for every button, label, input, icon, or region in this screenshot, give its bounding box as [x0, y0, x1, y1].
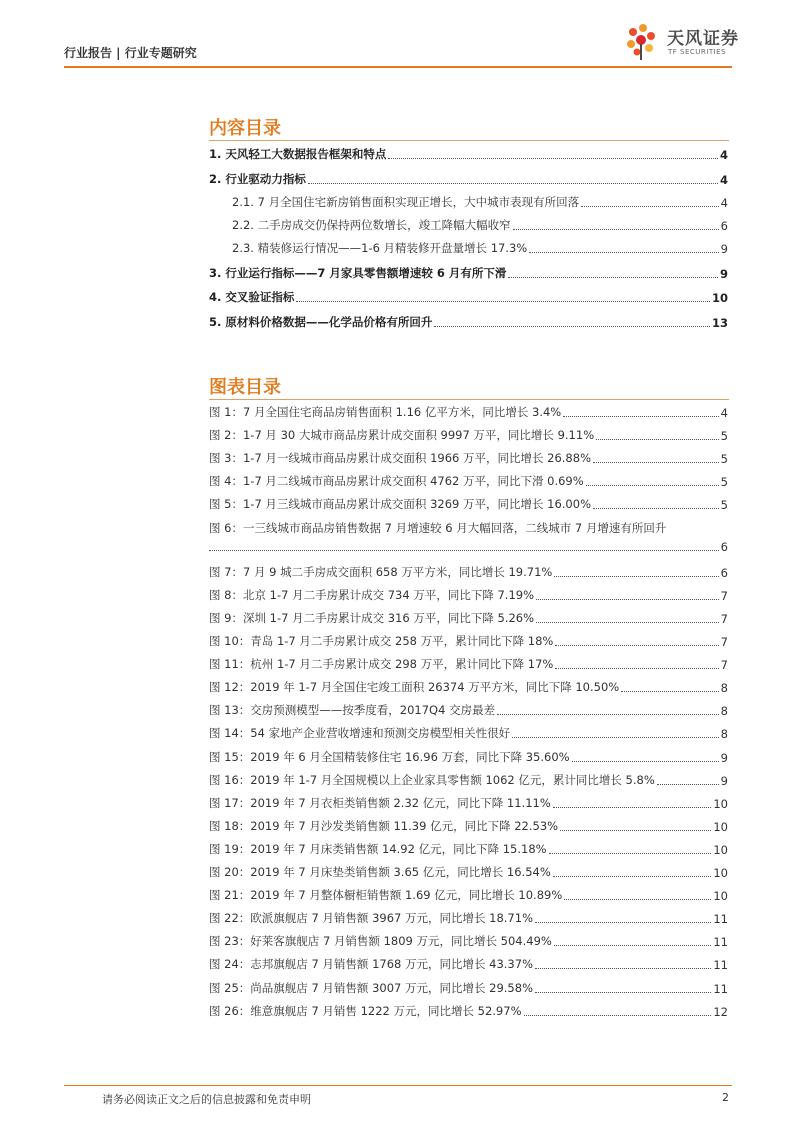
- figure-item[interactable]: [209, 887, 728, 903]
- dot-leader: [657, 784, 719, 785]
- figure-item[interactable]: [209, 656, 728, 672]
- figure-item-page: 7: [720, 635, 728, 649]
- dot-leader: [529, 252, 718, 253]
- figure-item-page: 6: [720, 565, 728, 580]
- figure-item-page: 8: [720, 727, 728, 742]
- figure-item[interactable]: [209, 749, 728, 765]
- dot-leader: [536, 599, 719, 600]
- figure-item-label: 图 1：7 月全国住宅商品房销售面积 1.16 亿平方米，同比增长 3.4%: [209, 405, 562, 419]
- figure-item-page: 10: [713, 819, 728, 834]
- dot-leader: [553, 876, 712, 877]
- toc-item-page: 4: [720, 196, 728, 210]
- figure-item-page: 11: [713, 912, 728, 927]
- figure-item-label: 图 15：2019 年 6 月全国精装修住宅 16.96 万套，同比下降 35.60%: [209, 749, 570, 764]
- toc-item-label: 4. 交叉验证指标: [209, 290, 295, 304]
- figure-item-label: 图 26：维意旗舰店 7 月销售 1222 万元，同比增长 52.97%: [209, 1003, 522, 1018]
- toc-item-label: 3. 行业运行指标——7 月家具零售额增速较 6 月有所下滑: [209, 266, 507, 280]
- dot-leader: [434, 326, 710, 327]
- figure-item-label: 图 5：1-7 月三线城市商品房累计成交面积 3269 万平，同比增长 16.00%: [209, 497, 591, 512]
- figure-item-page: 8: [720, 681, 728, 696]
- figure-item[interactable]: [209, 725, 728, 741]
- figure-item-label: 图 9：深圳 1-7 月二手房累计成交 316 万平，同比下降 5.26%: [209, 610, 535, 625]
- dot-leader: [572, 761, 719, 762]
- header-divider: [64, 66, 732, 68]
- toc-item[interactable]: [232, 194, 728, 210]
- figure-item[interactable]: [209, 679, 728, 695]
- figure-item-label: 图 4：1-7 月二线城市商品房累计成交面积 4762 万平，同比下滑 0.69%: [209, 474, 584, 489]
- figure-item-label: 图 16：2019 年 1-7 月全国规模以上企业家具零售额 1062 亿元，累计同比增长 5.8%: [209, 772, 655, 787]
- dot-leader: [535, 922, 711, 923]
- figure-item-page: 4: [720, 406, 728, 420]
- dot-leader: [555, 645, 718, 646]
- figure-item-page: 10: [713, 842, 728, 857]
- toc-item[interactable]: [209, 265, 728, 281]
- toc-item-label: 2. 行业驱动力指标: [209, 172, 306, 186]
- figure-item[interactable]: [209, 702, 728, 718]
- figure-item-label: 图 12：2019 年 1-7 月全国住宅竣工面积 26374 万平方米，同比下降 10.50%: [209, 680, 620, 695]
- dot-leader: [497, 714, 719, 715]
- figure-item-page: 12: [713, 1004, 728, 1019]
- figure-item-page: 7: [720, 658, 728, 673]
- figure-item-label: 图 8：北京 1-7 月二手房累计成交 734 万平，同比下降 7.19%: [209, 587, 535, 602]
- figure-item-label: 图 13：交房预测模型——按季度看，2017Q4 交房最差: [209, 703, 496, 718]
- dot-leader: [555, 668, 718, 669]
- toc-item-page: 13: [711, 316, 728, 330]
- dot-leader: [524, 1015, 712, 1016]
- figure-item-page: 10: [713, 889, 728, 904]
- dot-leader: [296, 301, 710, 302]
- report-category: 行业报告 | 行业专题研究: [64, 46, 197, 60]
- dot-leader: [563, 416, 718, 417]
- flower-logo-icon: [621, 22, 665, 62]
- toc-item[interactable]: [209, 146, 728, 162]
- toc-item-label: 5. 原材料价格数据——化学品价格有所回升: [209, 315, 433, 329]
- dot-leader: [536, 622, 719, 623]
- figure-item-label: 图 11：杭州 1-7 月二手房累计成交 298 万平，累计同比下降 17%: [209, 657, 554, 672]
- figure-item[interactable]: [209, 1003, 728, 1019]
- figure-item-label: 图 20：2019 年 7 月床垫类销售额 3.65 亿元，同比增长 16.54%: [209, 865, 551, 879]
- figure-item-label: 图 22：欧派旗舰店 7 月销售额 3967 万元，同比增长 18.71%: [209, 911, 533, 926]
- dot-leader: [512, 737, 719, 738]
- footer-divider: [64, 1085, 732, 1086]
- figure-item-page: 10: [713, 796, 728, 811]
- figure-item[interactable]: [209, 795, 728, 811]
- figure-item-page: 9: [720, 773, 728, 788]
- toc-item[interactable]: [209, 289, 728, 305]
- toc-item-page: 4: [719, 148, 728, 162]
- figures-title-rule: [209, 399, 729, 400]
- dot-leader: [508, 277, 718, 278]
- toc-item[interactable]: [209, 314, 728, 330]
- figure-item[interactable]: [209, 980, 728, 996]
- toc-item[interactable]: [209, 171, 728, 187]
- page-number: 2: [722, 1091, 729, 1104]
- figure-item-page: 11: [713, 958, 728, 973]
- figure-item-label: 图 7：7 月 9 城二手房成交面积 658 万平方米，同比增长 19.71%: [209, 564, 553, 579]
- dot-leader: [308, 183, 718, 184]
- figure-item-label: 图 23：好莱客旗舰店 7 月销售额 1809 万元，同比增长 504.49%: [209, 934, 552, 949]
- toc-item-page: 4: [719, 173, 728, 187]
- figure-item[interactable]: [209, 772, 728, 788]
- dot-leader: [596, 439, 719, 440]
- figure-item-label: 图 19：2019 年 7 月床类销售额 14.92 亿元，同比下降 15.18%: [209, 841, 547, 856]
- figures-title: 图表目录: [209, 377, 281, 398]
- toc-item[interactable]: [232, 217, 728, 233]
- figure-item-page: 6: [720, 539, 728, 554]
- toc-title-rule: [209, 140, 729, 141]
- dot-leader: [581, 206, 719, 207]
- figure-item[interactable]: [209, 587, 728, 603]
- company-logo: [621, 20, 741, 64]
- dot-leader: [554, 576, 718, 577]
- figure-item-page: 9: [720, 750, 728, 765]
- dot-leader: [535, 968, 711, 969]
- toc-item-label: 2.3. 精装修运行情况——1-6 月精装修开盘量增长 17.3%: [232, 241, 528, 255]
- dot-leader: [593, 508, 719, 509]
- figure-item-page: 11: [713, 981, 728, 996]
- dot-leader: [535, 992, 711, 993]
- figure-item[interactable]: [209, 933, 728, 949]
- figure-item[interactable]: [209, 841, 728, 857]
- figure-item-label: 图 18：2019 年 7 月沙发类销售额 11.39 亿元，同比下降 22.53%: [209, 818, 559, 833]
- figure-item-label: 图 2：1-7 月 30 大城市商品房累计成交面积 9997 万平，同比增长 9.11%: [209, 428, 595, 443]
- figure-item[interactable]: [209, 427, 728, 443]
- figure-item-page: 5: [720, 498, 728, 513]
- dot-leader: [593, 462, 719, 463]
- dot-leader: [560, 830, 711, 831]
- toc-item-page: 10: [711, 291, 728, 305]
- toc-title: 内容目录: [209, 118, 281, 139]
- figure-item-label: 图 24：志邦旗舰店 7 月销售额 1768 万元，同比增长 43.37%: [209, 957, 533, 972]
- dot-leader: [586, 485, 719, 486]
- figure-item-page: 5: [720, 475, 728, 490]
- figure-item-label: 图 25：尚品旗舰店 7 月销售额 3007 万元，同比增长 29.58%: [209, 980, 533, 995]
- figure-item-label: 图 10：青岛 1-7 月二手房累计成交 258 万平，累计同比下降 18%: [209, 634, 554, 648]
- figure-item[interactable]: [209, 910, 728, 926]
- dot-leader: [621, 691, 718, 692]
- figure-item-label: 图 17：2019 年 7 月衣柜类销售额 2.32 亿元，同比下降 11.11%: [209, 795, 551, 810]
- figure-item-page: 5: [720, 429, 728, 444]
- toc-item-page: 9: [719, 267, 728, 281]
- figure-item-label: 图 6：一三线城市商品房销售数据 7 月增速较 6 月大幅回落，二线城市 7 月增速有所回升: [209, 520, 667, 535]
- figure-item[interactable]: [209, 473, 728, 489]
- figure-item[interactable]: [209, 956, 728, 972]
- figure-item-page: 8: [720, 704, 728, 719]
- figure-item-label: 图 21：2019 年 7 月整体橱柜销售额 1.69 亿元，同比增长 10.89%: [209, 888, 563, 903]
- toc-item-label: 2.2. 二手房成交仍保持两位数增长，竣工降幅大幅收窄: [232, 218, 511, 232]
- dot-leader: [209, 550, 719, 551]
- toc-item-label: 2.1. 7 月全国住宅新房销售面积实现正增长，大中城市表现有所回落: [232, 195, 580, 209]
- logo-chinese-name: 天风证券: [667, 29, 739, 49]
- figure-item[interactable]: [209, 633, 728, 649]
- figure-item[interactable]: [209, 818, 728, 834]
- toc-item[interactable]: [232, 240, 728, 256]
- toc-item-label: 1. 天风轻工大数据报告框架和特点: [209, 147, 387, 161]
- toc-item-page: 6: [720, 219, 728, 233]
- figure-item-page: 10: [713, 866, 728, 880]
- figure-item-page: 7: [720, 588, 728, 603]
- figure-item[interactable]: [209, 864, 728, 880]
- figure-item-label: 图 3：1-7 月一线城市商品房累计成交面积 1966 万平，同比增长 26.88%: [209, 451, 591, 466]
- figure-item-page: 5: [720, 452, 728, 467]
- figure-item-label: 图 14：54 家地产企业营收增速和预测交房模型相关性很好: [209, 726, 511, 741]
- dot-leader: [549, 853, 712, 854]
- figure-item[interactable]: [209, 564, 728, 580]
- figure-item[interactable]: [209, 450, 728, 466]
- figure-item[interactable]: [209, 520, 728, 554]
- figure-item-page: 7: [720, 611, 728, 626]
- footer-disclaimer: 请务必阅读正文之后的信息披露和免责申明: [102, 1093, 311, 1106]
- dot-leader: [513, 229, 719, 230]
- dot-leader: [564, 899, 711, 900]
- dot-leader: [388, 158, 718, 159]
- logo-english-name: TF SECURITIES: [668, 48, 727, 56]
- figure-item[interactable]: [209, 404, 728, 420]
- toc-item-page: 9: [720, 242, 728, 256]
- dot-leader: [553, 807, 712, 808]
- dot-leader: [554, 945, 712, 946]
- figure-item[interactable]: [209, 496, 728, 512]
- figure-item-page: 11: [713, 935, 728, 950]
- figure-item[interactable]: [209, 610, 728, 626]
